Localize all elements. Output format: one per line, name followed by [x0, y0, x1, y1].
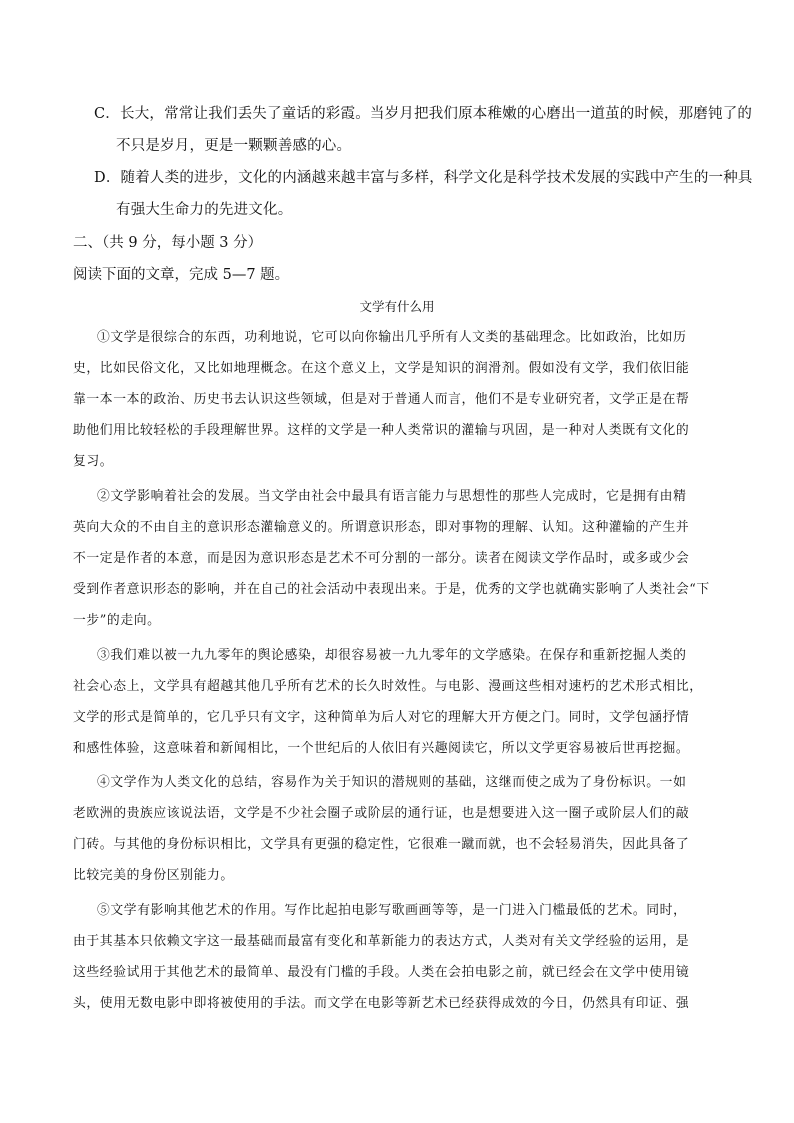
- paragraph-1-line: ①文学是很综合的东西，功利地说，它可以向你输出几乎所有人文类的基础理念。比如政治，比如历: [97, 330, 687, 345]
- paragraph-2-line: 一步”的走向。: [73, 613, 161, 628]
- option-d-line-2: 有强大生命力的先进文化。: [116, 202, 293, 218]
- section-instruction: 阅读下面的文章，完成 5—7 题。: [73, 267, 290, 283]
- paragraph-2-line: 英向大众的不由自主的意识形态灌输意义的。所谓意识形态，即对事物的理解、认知。这种灌输的产生并: [73, 520, 690, 535]
- paragraph-5-line: 由于其基本只依赖文字这一最基础而最富有变化和革新能力的表达方式，人类对有关文学经验的运用，是: [73, 934, 690, 949]
- paragraph-2-line: 不一定是作者的本意，而是因为意识形态是艺术不可分割的一部分。读者在阅读文学作品时，或多或少会: [73, 551, 690, 566]
- paragraph-1-line: 复习。: [73, 454, 114, 469]
- paragraph-5-line: 头，使用无数电影中即将被使用的手法。而文学在电影等新艺术已经获得成效的今日，仍然具有印证、强: [73, 996, 690, 1011]
- article-title: 文学有什么用: [359, 299, 435, 314]
- paragraph-4-line: ④文学作为人类文化的总结，容易作为关于知识的潜规则的基础，这继而使之成为了身份标识。一如: [97, 775, 687, 790]
- paragraph-3-line: 文学的形式是简单的，它几乎只有文字，这种简单为后人对它的理解大开方便之门。同时，文学包涵抒情: [73, 710, 690, 725]
- paragraph-3-line: ③我们难以被一九九零年的舆论感染，却很容易被一九九零年的文学感染。在保存和重新挖掘人类的: [97, 648, 687, 663]
- paragraph-2-line: ②文学影响着社会的发展。当文学由社会中最具有语言能力与思想性的那些人完成时，它是拥有由精: [97, 489, 687, 504]
- paragraph-3-line: 和感性体验，这意味着和新闻相比，一个世纪后的人依旧有兴趣阅读它，所以文学更容易被后世再挖掘。: [73, 741, 690, 756]
- option-c-line-2: 不只是岁月，更是一颗颗善感的心。: [116, 138, 352, 154]
- paragraph-1-line: 史，比如民俗文化，又比如地理概念。在这个意义上，文学是知识的润滑剂。假如没有文学，我们依旧能: [73, 361, 690, 376]
- paragraph-1-line: 靠一本一本的政治、历史书去认识这些领域，但是对于普通人而言，他们不是专业研究者，文学正是在帮: [73, 392, 690, 407]
- paragraph-1-line: 助他们用比较轻松的手段理解世界。这样的文学是一种人类常识的灌输与巩固，是一种对人类既有文化的: [73, 423, 690, 438]
- paragraph-5-line: ⑤文学有影响其他艺术的作用。写作比起拍电影写歌画画等等，是一门进入门槛最低的艺术。同时，: [97, 903, 687, 918]
- paragraph-4-line: 门砖。与其他的身份标识相比，文学具有更强的稳定性，它很难一蹴而就，也不会轻易消失，因此具备了: [73, 837, 690, 852]
- paragraph-4-line: 老欧洲的贵族应该说法语，文学是不少社会圈子或阶层的通行证，也是想要进入这一圈子或阶层人们的敲: [73, 806, 690, 821]
- paragraph-4-line: 比较完美的身份区别能力。: [73, 868, 234, 883]
- paragraph-5-line: 这些经验试用于其他艺术的最简单、最没有门槛的手段。人类在会拍电影之前，就已经会在文学中使用镜: [73, 965, 690, 980]
- option-c-line-1: C．长大，常常让我们丢失了童话的彩霞。当岁月把我们原本稚嫩的心磨出一道茧的时候，那磨钝了的: [94, 106, 753, 122]
- option-d-line-1: D．随着人类的进步，文化的内涵越来越丰富与多样，科学文化是科学技术发展的实践中产生的一种具: [94, 170, 753, 186]
- paragraph-2-line: 受到作者意识形态的影响，并在自己的社会活动中表现出来。于是，优秀的文学也就确实影响了人类社会“下: [73, 582, 710, 597]
- paragraph-3-line: 社会心态上，文学具有超越其他几乎所有艺术的长久时效性。与电影、漫画这些相对速朽的艺术形式相比，: [73, 679, 703, 694]
- section-heading: 二、（共 9 分，每小题 3 分）: [73, 235, 263, 251]
